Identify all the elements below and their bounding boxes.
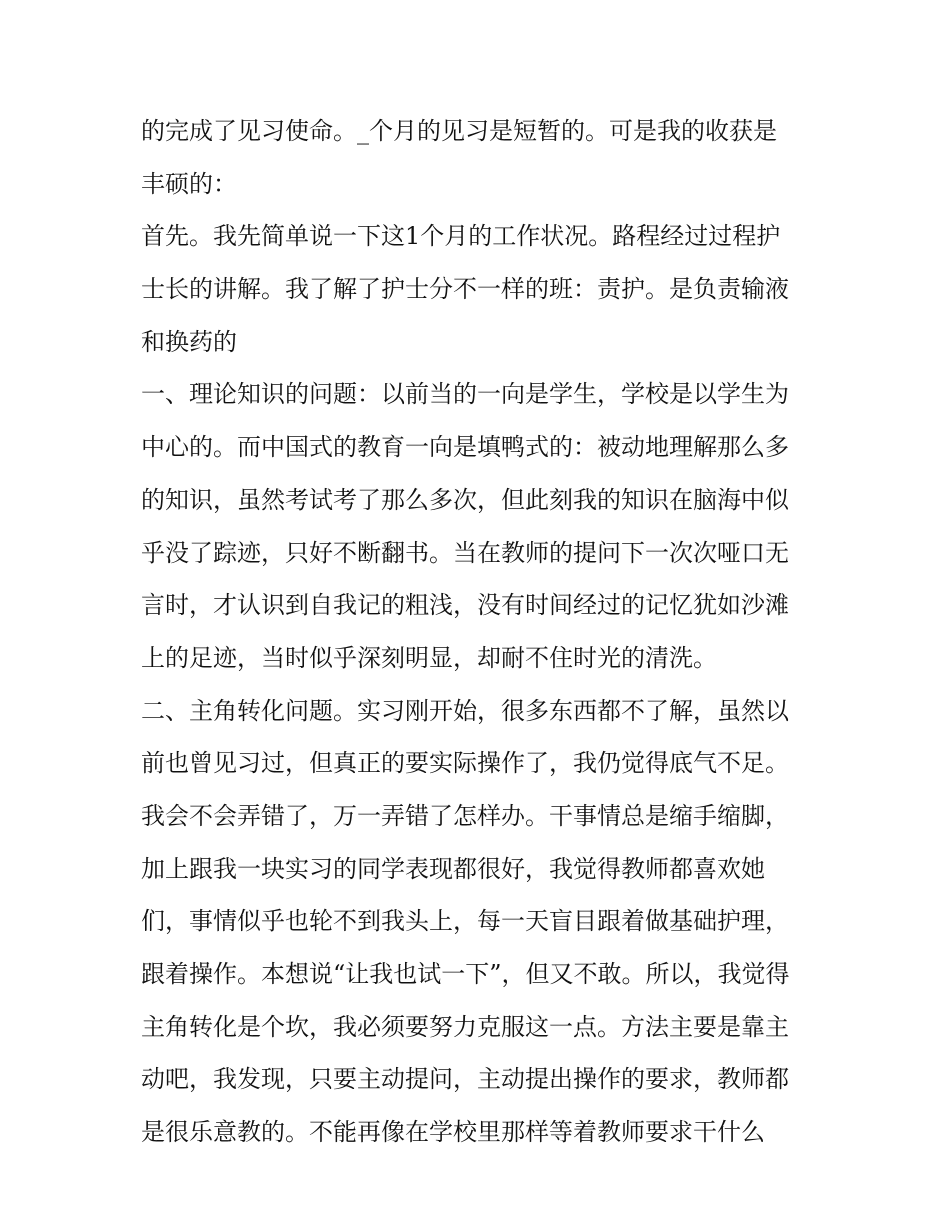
text-line: 的完成了见习使命。_个月的见习是短暂的。可是我的收获是 [141,117,777,145]
text-line: 一、理论知识的问题：以前当的一向是学生，学校是以学生为 [141,380,789,409]
text-line: 乎没了踪迹，只好不断翻书。当在教师的提问下一次次哑口无 [141,538,789,567]
text-line: 的知识，虽然考试考了那么多次，但此刻我的知识在脑海中似 [141,485,789,514]
text-line: 上的足迹，当时似乎深刻明显，却耐不住时光的清洗。 [141,643,717,672]
text-line: 言时，才认识到自我记的粗浅，没有时间经过的记忆犹如沙滩 [141,591,789,620]
text-line: 主角转化是个坎，我必须要努力克服这一点。方法主要是靠主 [141,1012,789,1041]
text-line: 首先。我先简单说一下这1个月的工作状况。路程经过过程护 [141,222,781,251]
text-line: 中心的。而中国式的教育一向是填鸭式的：被动地理解那么多 [141,433,789,462]
text-line: 前也曾见习过，但真正的要实际操作了，我仍觉得底气不足。 [141,749,789,778]
text-line: 动吧，我发现，只要主动提问，主动提出操作的要求，教师都 [141,1065,789,1094]
text-line: 我会不会弄错了，万一弄错了怎样办。干事情总是缩手缩脚， [141,801,789,830]
text-line: 丰硕的： [141,169,237,198]
text-line: 们，事情似乎也轮不到我头上，每一天盲目跟着做基础护理， [141,907,789,936]
text-line: 加上跟我一块实习的同学表现都很好，我觉得教师都喜欢她 [141,854,765,883]
text-line: 士长的讲解。我了解了护士分不一样的班：责护。是负责输液 [141,275,789,304]
text-line: 二、主角转化问题。实习刚开始，很多东西都不了解，虽然以 [141,696,789,725]
text-line: 是很乐意教的。不能再像在学校里那样等着教师要求干什么 [141,1118,765,1147]
text-line: 和换药的 [141,327,237,356]
text-line: 跟着操作。本想说“让我也试一下”，但又不敢。所以，我觉得 [141,960,790,988]
body-text [141,105,821,1159]
